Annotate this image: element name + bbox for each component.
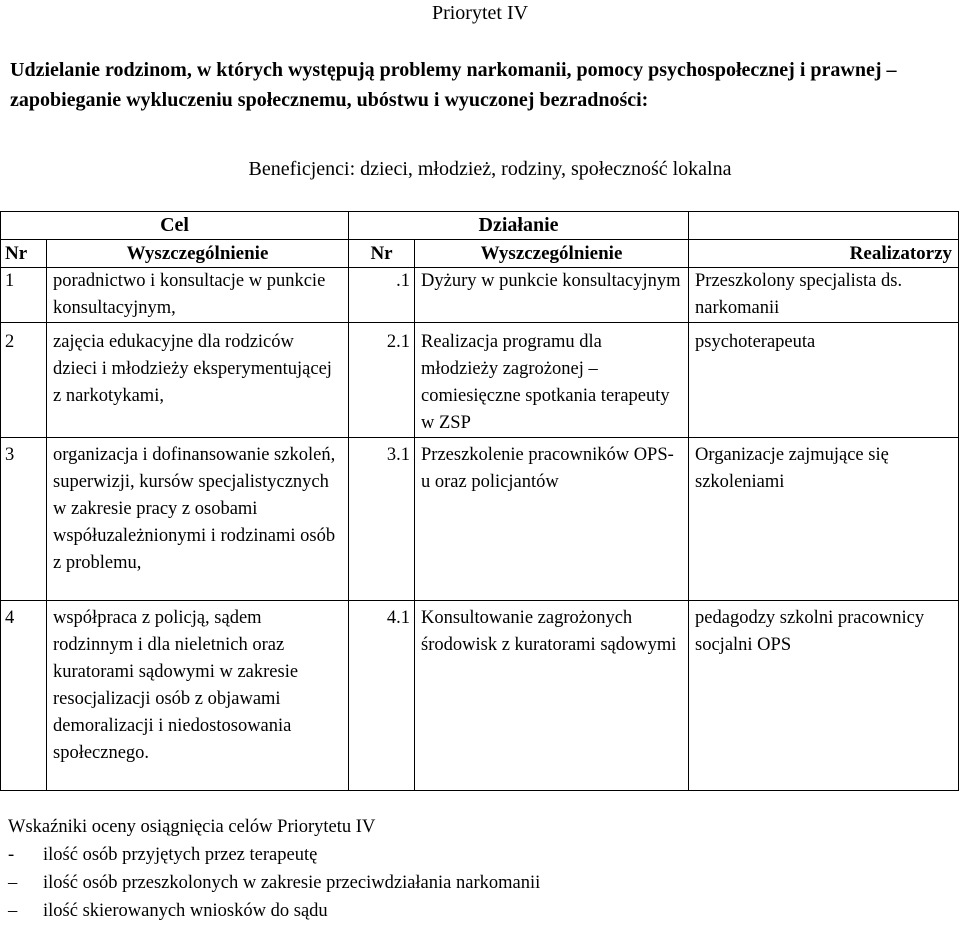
list-item: [8, 869, 948, 897]
row-nr2: 3.1: [349, 438, 415, 601]
table-column-header-row: [1, 240, 959, 268]
header-cel: Cel: [1, 212, 349, 240]
row-realizatorzy: pedagodzy szkolni pracownicy socjalni OPS: [689, 601, 959, 791]
indicators-title: Wskaźniki oceny osiągnięcia celów Priorytetu IV: [8, 817, 376, 837]
row-realizatorzy: psychoterapeuta: [689, 323, 959, 438]
row-cel: organizacja i dofinansowanie szkoleń, superwizji, kursów specjalistycznych w zakresie pracy z osobami współuzależnionymi i rodzinami osób z problemu,: [47, 438, 349, 601]
list-item-text: ilość osób przeszkolonych w zakresie przeciwdziałania narkomanii: [43, 873, 541, 893]
row-cel: współpraca z policją, sądem rodzinnym i dla nieletnich oraz kuratorami sądowymi w zakresie resocjalizacji osób z objawami demoralizacji i niedostosowania społecznego.: [47, 601, 349, 791]
header-dzialanie: Działanie: [349, 212, 689, 240]
table-group-header-row: [1, 212, 959, 240]
row-dzialanie: Dyżury w punkcie konsultacyjnym: [415, 268, 689, 323]
indicators-section: [8, 813, 948, 925]
header-realizatorzy: Realizatorzy: [689, 240, 959, 268]
row-nr2: 2.1: [349, 323, 415, 438]
row-dzialanie: Konsultowanie zagrożonych środowisk z kuratorami sądowymi: [415, 601, 689, 791]
row-dzialanie: Realizacja programu dla młodzieży zagrożonej – comiesięczne spotkania terapeuty w ZSP: [415, 323, 689, 438]
header-empty-cell: [689, 212, 959, 240]
list-dash: -: [8, 845, 15, 865]
list-dash: –: [8, 873, 18, 893]
section-heading: Udzielanie rodzinom, w których występują problemy narkomanii, pomocy psychospołecznej i prawnej – zapobieganie wykluczeniu społecznemu, ubóstwu i wyuczonej bezradności:: [10, 59, 897, 111]
table-row: [1, 438, 959, 601]
row-cel: poradnictwo i konsultacje w punkcie konsultacyjnym,: [47, 268, 349, 323]
table-row: [1, 323, 959, 438]
row-dzialanie: Przeszkolenie pracowników OPS-u oraz policjantów: [415, 438, 689, 601]
priority-title: Priorytet IV: [431, 2, 529, 24]
header-wyszczegolnienie: Wyszczególnienie: [47, 240, 349, 268]
list-dash: –: [8, 901, 18, 921]
row-nr: 3: [1, 438, 47, 601]
row-nr2: .1: [349, 268, 415, 323]
table-row: [1, 601, 959, 791]
row-realizatorzy: Organizacje zajmujące się szkoleniami: [689, 438, 959, 601]
priority-table: [0, 211, 959, 791]
table-row: [1, 268, 959, 323]
row-nr2: 4.1: [349, 601, 415, 791]
row-nr: 1: [1, 268, 47, 323]
header-nr-2: Nr: [349, 240, 415, 268]
row-realizatorzy: Przeszkolony specjalista ds. narkomanii: [689, 268, 959, 323]
list-item: [8, 841, 948, 869]
list-item-text: ilość osób przyjętych przez terapeutę: [43, 845, 318, 865]
row-cel: zajęcia edukacyjne dla rodziców dzieci i młodzieży eksperymentującej z narkotykami,: [47, 323, 349, 438]
list-item-text: ilość skierowanych wniosków do sądu: [43, 901, 328, 921]
list-item: [8, 897, 948, 925]
row-nr: 4: [1, 601, 47, 791]
beneficiaries-line: Beneficjenci: dzieci, młodzież, rodziny, społeczność lokalna: [248, 158, 732, 180]
header-nr: Nr: [1, 240, 47, 268]
header-wyszczegolnienie-2: Wyszczególnienie: [415, 240, 689, 268]
row-nr: 2: [1, 323, 47, 438]
